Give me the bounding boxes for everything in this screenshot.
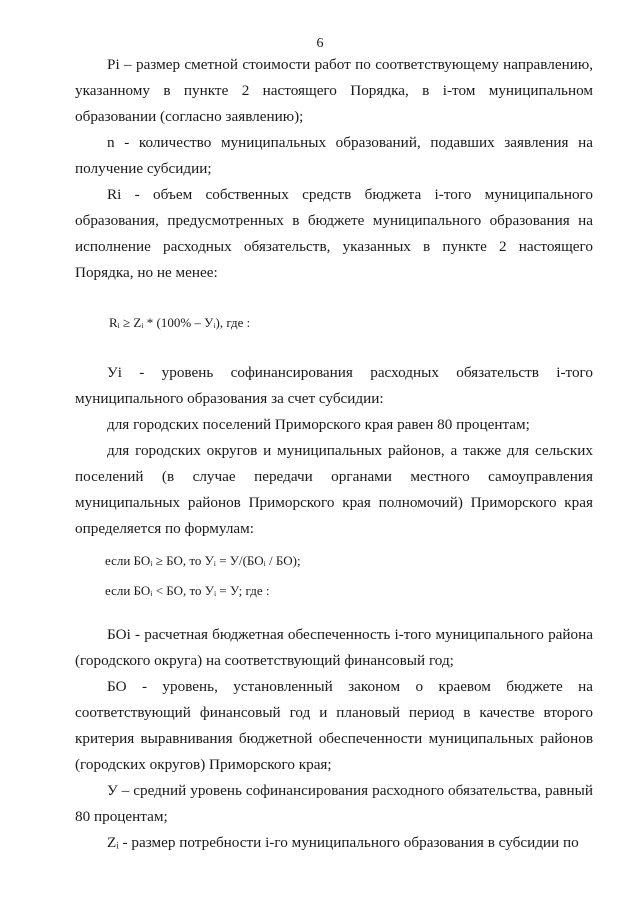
document-body xyxy=(75,52,593,856)
page-number: 6 xyxy=(316,36,324,51)
definition-boi: БОi - расчетная бюджетная обеспеченность i-того муниципального района (городского округа) на соответствующий финансовый год; xyxy=(75,626,593,669)
formula-bo-less: если БОᵢ < БО, то Уᵢ = У; где : xyxy=(105,583,270,598)
rate-urban-settlements: для городских поселений Приморского края равен 80 процентам; xyxy=(107,416,530,433)
definition-pi: Pi – размер сметной стоимости работ по соответствующему направлению, указанному в пункте 2 настоящего Порядка, в i-том муниципальном образовании (согласно заявлению); xyxy=(75,56,593,125)
definition-y: У – средний уровень софинансирования расходного обязательства, равный 80 процентам; xyxy=(75,782,593,825)
rate-districts-rule: для городских округов и муниципальных районов, а также для сельских поселений (в случае передачи органами местного самоуправления муниципальных районов Приморского края полномочий) Приморского края определяется по формулам: xyxy=(75,442,593,537)
formula-ri: Rᵢ ≥ Zᵢ * (100% – Уᵢ), где : xyxy=(109,315,251,330)
definition-yi: Уi - уровень софинансирования расходных обязательств i-того муниципального образования за счет субсидии: xyxy=(75,364,593,407)
definition-n: n - количество муниципальных образований, подавших заявления на получение субсидии; xyxy=(75,134,593,177)
definition-bo: БО - уровень, установленный законом о краевом бюджете на соответствующий финансовый год и плановый период в качестве второго критерия выравнивания бюджетной обеспеченности муниципальных районов (городских округов) Приморского края; xyxy=(75,678,593,773)
definition-ri: Ri - объем собственных средств бюджета i-того муниципального образования, предусмотренных в бюджете муниципального образования на исполнение расходных обязательств, указанных в пункте 2 настоящего Порядка, но не менее: xyxy=(75,186,593,281)
formula-bo-greater: если БОᵢ ≥ БО, то Уᵢ = У/(БОᵢ / БО); xyxy=(105,553,301,568)
definition-zi: Zᵢ - размер потребности i-го муниципального образования в субсидии по xyxy=(107,834,579,851)
